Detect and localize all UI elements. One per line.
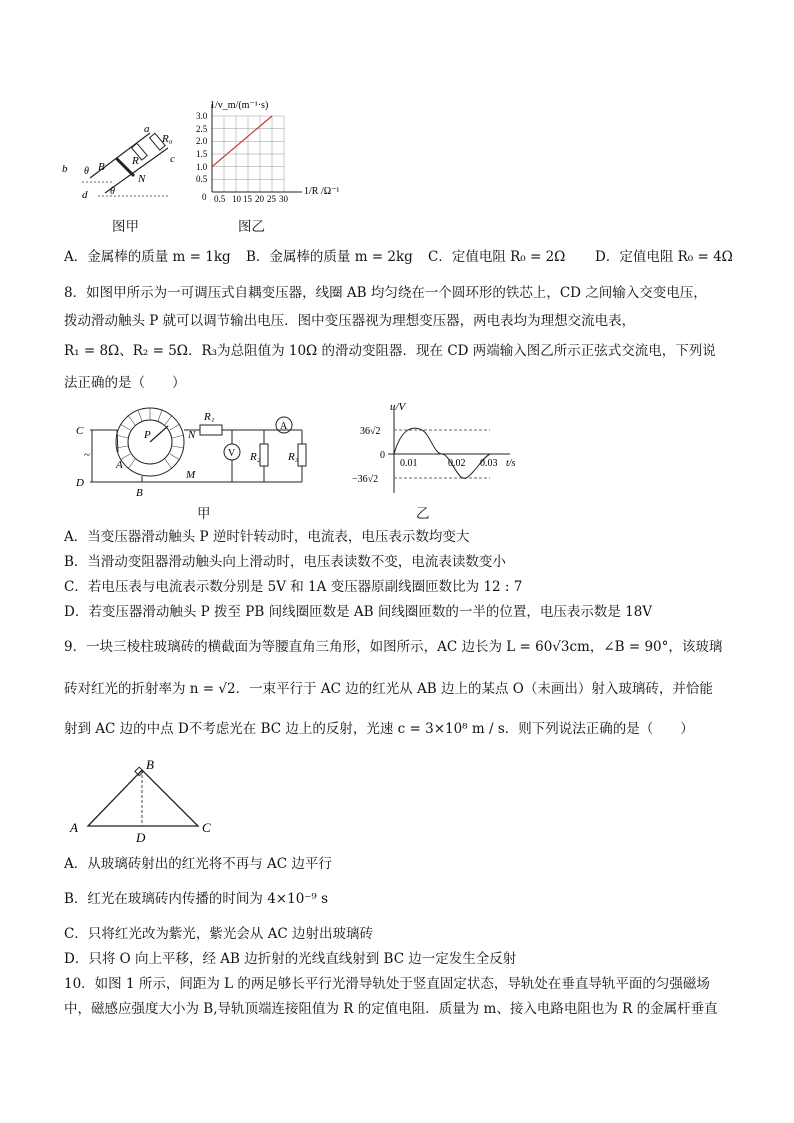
label-theta-2: θ bbox=[110, 186, 115, 197]
q9-option-d: D．只将 O 向上平移，经 AB 边折射的光线直线射到 BC 边一定发生全反射 bbox=[64, 951, 517, 967]
q9-option-a: A．从玻璃砖射出的红光将不再与 AC 边平行 bbox=[64, 856, 332, 872]
svg-text:C: C bbox=[202, 820, 211, 835]
label-theta: θ bbox=[84, 166, 89, 177]
label-b: b bbox=[62, 163, 68, 175]
caption-yi: 图乙 bbox=[238, 219, 265, 235]
svg-text:0.5: 0.5 bbox=[214, 194, 226, 204]
svg-text:25: 25 bbox=[267, 194, 276, 204]
svg-text:t/s: t/s bbox=[506, 458, 516, 469]
svg-text:36√2: 36√2 bbox=[360, 426, 381, 437]
label-d: d bbox=[82, 189, 88, 201]
svg-text:M: M bbox=[186, 469, 196, 481]
q7-option-b: B．金属棒的质量 m = 2kg bbox=[246, 249, 413, 265]
svg-text:A: A bbox=[280, 421, 288, 432]
label-r0: R₀ bbox=[162, 133, 173, 145]
caption-8-jia: 甲 bbox=[197, 506, 211, 522]
q8-stem-3: R₁ = 8Ω、R₂ = 5Ω．R₃为总阻值为 10Ω 的滑动变阻器．现在 CD 两端输入图乙所示正弦式交流电，下列说 bbox=[64, 343, 716, 359]
svg-text:C: C bbox=[76, 425, 84, 437]
q8-stem-4: 法正确的是（ ） bbox=[64, 375, 186, 391]
svg-text:P: P bbox=[144, 429, 151, 441]
svg-text:B: B bbox=[136, 487, 143, 499]
svg-text:2.0: 2.0 bbox=[196, 136, 208, 146]
xlabel: 1/R /Ω⁻¹ bbox=[304, 186, 340, 197]
caption-8-yi: 乙 bbox=[416, 506, 430, 522]
svg-text:0.02: 0.02 bbox=[448, 458, 466, 469]
q8-option-b: B．当滑动变阻器滑动触头向上滑动时，电压表读数不变，电流表读数变小 bbox=[64, 554, 506, 570]
q9-option-b: B．红光在玻璃砖内传播的时间为 4×10⁻⁹ s bbox=[64, 891, 329, 907]
svg-text:~: ~ bbox=[84, 449, 90, 461]
svg-text:0.03: 0.03 bbox=[480, 458, 498, 469]
svg-text:A: A bbox=[70, 820, 78, 835]
svg-text:−36√2: −36√2 bbox=[352, 474, 379, 485]
svg-text:R₂: R₂ bbox=[250, 451, 261, 463]
q7-option-d: D．定值电阻 R₀ = 4Ω bbox=[595, 249, 733, 265]
svg-text:30: 30 bbox=[279, 194, 288, 204]
q10-stem-1: 10．如图 1 所示，间距为 L 的两足够长平行光滑导轨处于竖直固定状态，导轨处在垂直导轨平面的匀强磁场 bbox=[64, 976, 710, 992]
svg-text:3.0: 3.0 bbox=[196, 111, 208, 121]
q9-stem-1: 9．一块三棱柱玻璃砖的横截面为等腰直角三角形，如图所示，AC 边长为 L = 60√3cm，∠B = 90°，该玻璃 bbox=[64, 639, 723, 655]
svg-text:D: D bbox=[76, 477, 84, 489]
svg-text:R₁: R₁ bbox=[204, 411, 215, 423]
q10-stem-2: 中，磁感应强度大小为 B,导轨顶端连接阻值为 R 的定值电阻．质量为 m、接入电路电阻也为 R 的金属杆垂直 bbox=[64, 1001, 718, 1017]
figure-8-yi bbox=[350, 398, 530, 498]
svg-text:R₃: R₃ bbox=[288, 451, 299, 463]
label-R: R bbox=[132, 155, 139, 167]
figure-8-jia bbox=[72, 400, 342, 500]
svg-text:0.5: 0.5 bbox=[196, 174, 208, 184]
svg-text:B: B bbox=[146, 757, 154, 772]
svg-text:10: 10 bbox=[232, 194, 241, 204]
svg-text:2.5: 2.5 bbox=[196, 124, 208, 134]
figure-9-triangle bbox=[66, 754, 226, 844]
svg-text:20: 20 bbox=[255, 194, 264, 204]
figure-7-yi bbox=[192, 94, 352, 210]
q7-option-a: A．金属棒的质量 m = 1kg bbox=[64, 249, 231, 265]
svg-text:N: N bbox=[188, 429, 196, 441]
label-N: N bbox=[138, 173, 146, 185]
q8-option-c: C．若电压表与电流表示数分别是 5V 和 1A 变压器原副线圈匝数比为 12 : 7 bbox=[64, 579, 523, 595]
label-B: B bbox=[98, 161, 105, 173]
figure-7-jia bbox=[60, 118, 190, 208]
q7-option-c: C．定值电阻 R₀ = 2Ω bbox=[428, 249, 566, 265]
svg-text:0.01: 0.01 bbox=[400, 458, 418, 469]
svg-text:0: 0 bbox=[380, 450, 385, 461]
svg-text:D: D bbox=[136, 830, 146, 844]
svg-text:A: A bbox=[116, 459, 123, 471]
svg-text:V: V bbox=[228, 448, 236, 459]
caption-jia: 图甲 bbox=[112, 219, 139, 235]
q8-option-a: A．当变压器滑动触头 P 逆时针转动时，电流表，电压表示数均变大 bbox=[64, 529, 470, 545]
svg-text:1.5: 1.5 bbox=[196, 149, 208, 159]
svg-text:0: 0 bbox=[202, 192, 207, 202]
q9-stem-3: 射到 AC 边的中点 D不考虑光在 BC 边上的反射，光速 c = 3×10⁸ m / s．则下列说法正确的是（ ） bbox=[64, 721, 694, 737]
q9-stem-2: 砖对红光的折射率为 n = √2．一束平行于 AC 边的红光从 AB 边上的某点 O（未画出）射入玻璃砖，并恰能 bbox=[64, 681, 713, 697]
svg-text:u/V: u/V bbox=[390, 401, 406, 413]
ylabel: 1/v_m/(m⁻¹·s) bbox=[210, 100, 269, 111]
q8-option-d: D．若变压器滑动触头 P 拨至 PB 间线圈匝数是 AB 间线圈匝数的一半的位置，电压表示数是 18V bbox=[64, 604, 653, 620]
q8-stem-2: 拨动滑动触头 P 就可以调节输出电压．图中变压器视为理想变压器，两电表均为理想交流电表， bbox=[64, 313, 636, 329]
label-a: a bbox=[144, 123, 150, 135]
q8-stem-1: 8．如图甲所示为一可调压式自耦变压器，线圈 AB 均匀绕在一个圆环形的铁芯上，CD 之间输入交变电压， bbox=[64, 285, 707, 301]
label-c: c bbox=[170, 153, 175, 165]
svg-text:1.0: 1.0 bbox=[196, 162, 208, 172]
svg-text:15: 15 bbox=[243, 194, 252, 204]
q9-option-c: C．只将红光改为紫光，紫光会从 AC 边射出玻璃砖 bbox=[64, 926, 373, 942]
